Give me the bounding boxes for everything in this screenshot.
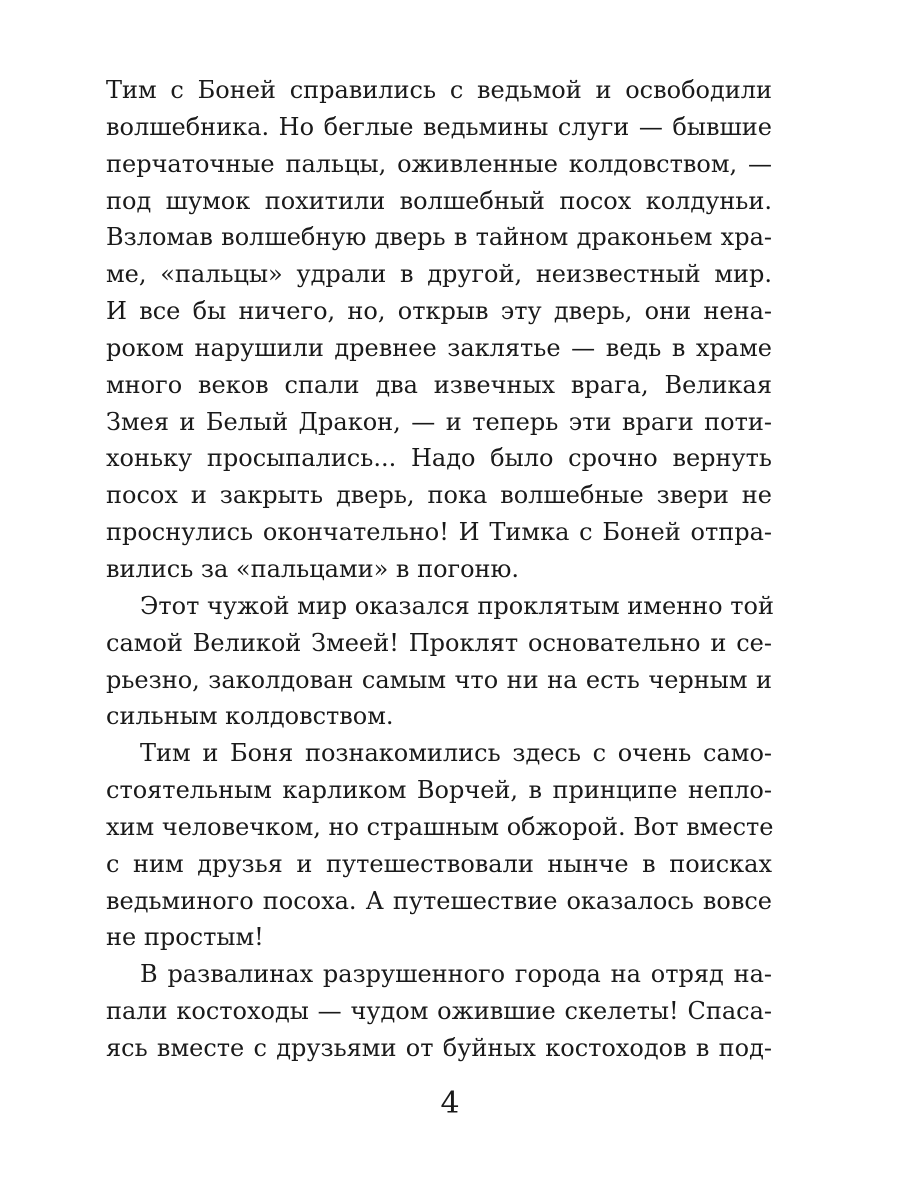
text-line: под шумок похитили волшебный посох колдуньи. [106,186,772,215]
paragraph-first-line: Этот чужой мир оказался проклятым именно той [140,591,774,620]
paragraph-first-line: Тим и Боня познакомились здесь с очень само- [140,739,772,768]
body-text [106,72,772,1067]
text-line: роком нарушили древнее заклятье — ведь в храме [106,333,772,362]
text-line: сильным колдовством. [106,702,394,731]
text-line: ведьминого посоха. А путешествие оказалось вовсе [106,886,772,915]
text-line: посох и закрыть дверь, пока волшебные звери не [106,481,772,510]
text-line: с ним друзья и путешествовали нынче в поисках [106,849,772,878]
text-line: волшебника. Но беглые ведьмины слуги — бывшие [106,112,772,141]
text-line: ясь вместе с друзьями от буйных костоходов в под- [106,1033,772,1062]
text-line: перчаточные пальцы, оживленные колдовством, — [106,149,772,178]
page-number: 4 [440,1086,460,1121]
text-line: самой Великой Змеей! Проклят основательно и се- [106,628,772,657]
text-line: стоятельным карликом Ворчей, в принципе непло- [106,776,772,805]
text-line: проснулись окончательно! И Тимка с Боней отпра- [106,518,772,547]
text-line: много веков спали два извечных врага, Великая [106,370,772,399]
text-line: И все бы ничего, но, открыв эту дверь, они нена- [106,297,772,326]
paragraph-first-line: В развалинах разрушенного города на отряд на- [140,960,772,989]
text-line: Змея и Белый Дракон, — и теперь эти враги поти- [106,407,772,436]
text-line: пали костоходы — чудом ожившие скелеты! Спаса- [106,997,772,1026]
text-line: не простым! [106,923,264,952]
text-line: Тим с Боней справились с ведьмой и освободили [106,76,772,104]
text-line: рьезно, заколдован самым что ни на есть черным и [106,665,772,694]
text-line: ме, «пальцы» удрали в другой, неизвестный мир. [106,260,772,289]
text-line: хим человечком, но страшным обжорой. Вот вместе [106,812,774,841]
text-line: Взломав волшебную дверь в тайном драконьем хра- [106,223,772,252]
text-line: вились за «пальцами» в погоню. [106,554,520,583]
text-line: хоньку просыпались... Надо было срочно вернуть [106,444,772,473]
